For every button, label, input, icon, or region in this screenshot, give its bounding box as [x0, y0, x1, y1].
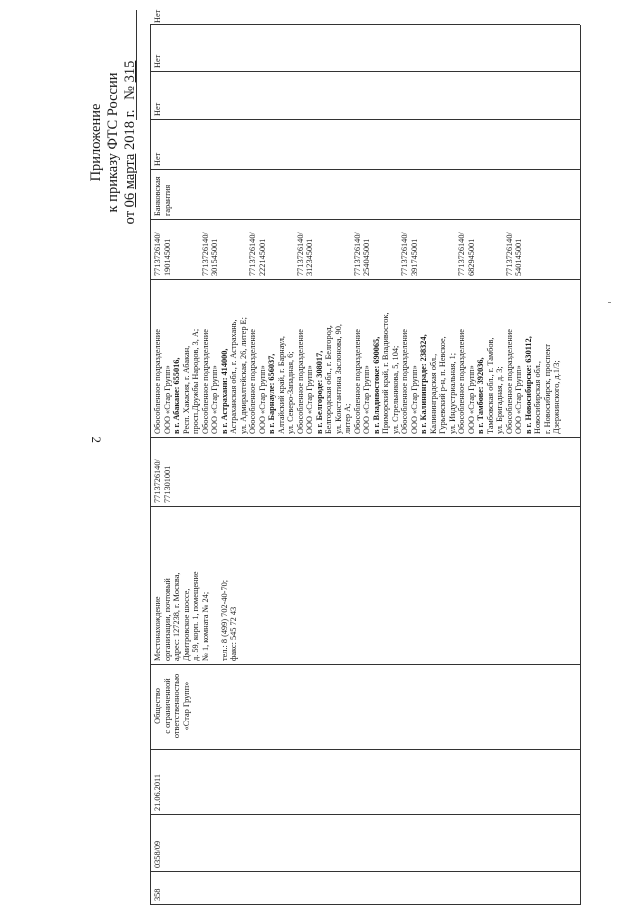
- text-line: 540145001: [514, 238, 523, 276]
- text-line: литер А;: [343, 403, 352, 434]
- text-line: 771301001: [162, 465, 172, 503]
- col-divider-5: [150, 506, 580, 507]
- col-divider-8: [150, 219, 580, 220]
- text-line: ул. Стрельникова, 5, 104;: [390, 345, 400, 434]
- text-line: Обособленное подразделение: [400, 329, 409, 434]
- text-line: Алтайский край, г. Барнаул,: [276, 335, 286, 434]
- text-line: с ограниченной: [162, 678, 172, 734]
- order-header: [88, 20, 139, 265]
- text-line: [172, 222, 182, 276]
- cell-flag-2: Нет: [153, 102, 162, 116]
- text-line: в г. Тамбове: 392036,: [476, 357, 485, 434]
- col-divider-11: [150, 71, 580, 72]
- text-line: [476, 222, 486, 276]
- text-line: ул. Северо-Западная, 6;: [286, 351, 295, 434]
- text-line: ООО «Стар Групп»: [305, 365, 314, 434]
- text-line: ул. Бригадная, д. 3;: [495, 366, 504, 434]
- text-line: Респ. Хакасия, г. Абакан,: [181, 345, 191, 434]
- col-divider-10: [150, 119, 580, 120]
- text-line: ответственностью: [172, 673, 181, 739]
- text-line: «Стар Групп»: [181, 681, 191, 731]
- text-line: Обособленное подразделение: [248, 329, 257, 434]
- text-line: [429, 222, 439, 276]
- text-line: в г. Новосибирске: 630112,: [523, 336, 533, 434]
- text-line: ООО «Стар Групп»: [409, 365, 419, 434]
- header-year-suffix: г.: [122, 109, 138, 118]
- cell-flag-4: Нет: [153, 9, 162, 23]
- text-line: [267, 222, 277, 276]
- text-line: организации, почтовый: [162, 578, 172, 661]
- registry-table: [150, 9, 580, 905]
- text-line: ул. Константина Заслонова, 90,: [333, 324, 343, 434]
- text-line: ул. Адмиралтейская, 26, литер Е;: [238, 317, 248, 434]
- text-line: 391745001: [409, 238, 419, 276]
- text-line: факс: 545 72 43: [229, 606, 238, 661]
- text-line: [334, 222, 344, 276]
- text-line: ООО «Стар Групп»: [162, 365, 172, 434]
- table-border-bottom: [580, 25, 581, 905]
- text-line: Калининградская обл.,: [428, 353, 438, 434]
- cell-reg-date: 21.06.2011: [153, 773, 162, 811]
- text-line: Обособленное подразделение: [457, 329, 466, 434]
- text-line: Местонахождение: [153, 596, 162, 661]
- cell-inn-kpp: [153, 440, 172, 503]
- col-divider-9: [150, 169, 580, 170]
- text-line: [448, 222, 458, 276]
- text-line: № 1, комната № 24;: [200, 591, 210, 661]
- header-order-ref: к приказу ФТС России: [105, 72, 121, 213]
- text-line: [391, 222, 401, 276]
- text-line: [191, 222, 201, 276]
- header-title: Приложение: [88, 103, 104, 182]
- text-line: [220, 222, 230, 276]
- text-line: 312345001: [305, 238, 314, 276]
- text-line: [277, 222, 287, 276]
- text-line: 7713726140/: [200, 232, 210, 276]
- col-divider-7: [150, 279, 580, 280]
- header-underline: [136, 10, 137, 120]
- text-line: Дзержинского, д.1/3;: [552, 360, 561, 434]
- text-line: в г. Калининграде: 238324,: [419, 334, 428, 434]
- cell-location: [153, 509, 239, 661]
- text-line: в г. Астрахани: 414000,: [219, 348, 229, 434]
- scan-mark: [608, 302, 611, 303]
- text-line: Обособленное подразделение: [200, 329, 210, 434]
- header-month: марта: [122, 153, 138, 190]
- text-line: 682945001: [466, 238, 476, 276]
- text-line: 7713726140/: [153, 459, 162, 503]
- cell-flag-3: Нет: [153, 54, 162, 68]
- text-line: Тамбовская обл., г. Тамбов,: [485, 337, 495, 434]
- text-line: [182, 222, 192, 276]
- text-line: 254045001: [362, 238, 371, 276]
- text-line: д. 59, корп. 1, помещение: [191, 571, 200, 661]
- text-line: в г. Абакане: 655016,: [172, 357, 181, 434]
- text-line: Обособленное подразделение: [352, 329, 362, 434]
- page-number: 2: [89, 436, 104, 443]
- text-line: [486, 222, 496, 276]
- text-line: [381, 222, 391, 276]
- text-line: Общество: [153, 688, 162, 724]
- text-line: Дмитровское шоссе,: [181, 588, 191, 661]
- text-line: Приморский край, г. Владивосток,: [381, 312, 390, 434]
- text-line: просп.Дружбы Народов, 3, А;: [191, 328, 200, 434]
- cell-branches: [153, 282, 562, 434]
- text-line: [229, 222, 239, 276]
- text-line: [324, 222, 334, 276]
- text-line: тел.: 8 (499) 702-40-70;: [219, 579, 229, 661]
- col-divider-6: [150, 437, 580, 438]
- text-line: в г. Барнауле: 656037,: [267, 353, 276, 434]
- text-line: [239, 222, 249, 276]
- text-line: ООО «Стар Групп»: [466, 365, 476, 434]
- text-line: Обособленное подразделение: [153, 329, 162, 434]
- text-line: [438, 222, 448, 276]
- text-line: 222145001: [257, 238, 267, 276]
- text-line: адрес: 127238, г. Москва,: [172, 572, 181, 661]
- col-divider-2: [150, 814, 580, 815]
- text-line: 7713726140/: [153, 232, 162, 276]
- cell-flag-1: Нет: [153, 152, 162, 166]
- text-line: Новосибирская обл.,: [533, 361, 542, 434]
- text-line: ООО «Стар Групп»: [514, 365, 523, 434]
- text-line: Обособленное подразделение: [504, 329, 514, 434]
- text-line: в г. Владивостоке: 690065,: [371, 336, 381, 434]
- text-line: [286, 222, 296, 276]
- text-line: Банковская: [153, 176, 162, 216]
- text-line: 7713726140/: [248, 232, 257, 276]
- text-line: [419, 222, 429, 276]
- text-line: [210, 509, 220, 661]
- text-line: ООО «Стар Групп»: [257, 365, 267, 434]
- text-line: Обособленное подразделение: [295, 329, 305, 434]
- cell-company-name: [153, 667, 191, 745]
- cell-index: 358: [153, 888, 162, 901]
- header-year: 2018: [122, 121, 138, 151]
- cell-guarantee: [153, 172, 172, 216]
- text-line: 7713726140/: [400, 232, 409, 276]
- text-line: ООО «Стар Групп»: [362, 365, 371, 434]
- text-line: [495, 222, 505, 276]
- text-line: [372, 222, 382, 276]
- text-line: г. Новосибирск, проспект: [542, 343, 552, 434]
- table-border-right: [150, 24, 580, 25]
- text-line: в г. Белгороде: 308017,: [314, 350, 324, 434]
- text-line: Астраханская обл., г. Астрахань,: [229, 319, 238, 434]
- text-line: 190145001: [162, 238, 172, 276]
- header-number: 315: [122, 60, 138, 83]
- col-divider-3: [150, 749, 580, 750]
- header-from: от: [122, 210, 138, 225]
- col-divider-4: [150, 664, 580, 665]
- text-line: 7713726140/: [504, 232, 514, 276]
- text-line: 301545001: [210, 238, 219, 276]
- header-day: 06: [122, 192, 138, 208]
- text-line: [343, 222, 353, 276]
- col-divider-1: [150, 871, 580, 872]
- text-line: 7713726140/: [457, 232, 466, 276]
- text-line: [315, 222, 325, 276]
- text-line: Гурьевский р-н, п. Невское,: [438, 336, 447, 434]
- text-line: 7713726140/: [295, 232, 305, 276]
- text-line: гарантия: [162, 184, 172, 216]
- table-border-top: [150, 25, 151, 905]
- cell-reg-number: 0358/09: [153, 840, 162, 868]
- text-line: ул. Индустриальная, 1;: [447, 352, 457, 434]
- text-line: ООО «Стар Групп»: [210, 365, 219, 434]
- text-line: Белгородская обл., г. Белгород,: [324, 325, 333, 434]
- text-line: 7713726140/: [352, 232, 362, 276]
- header-number-sign: №: [122, 86, 138, 100]
- cell-branch-codes: [153, 222, 524, 276]
